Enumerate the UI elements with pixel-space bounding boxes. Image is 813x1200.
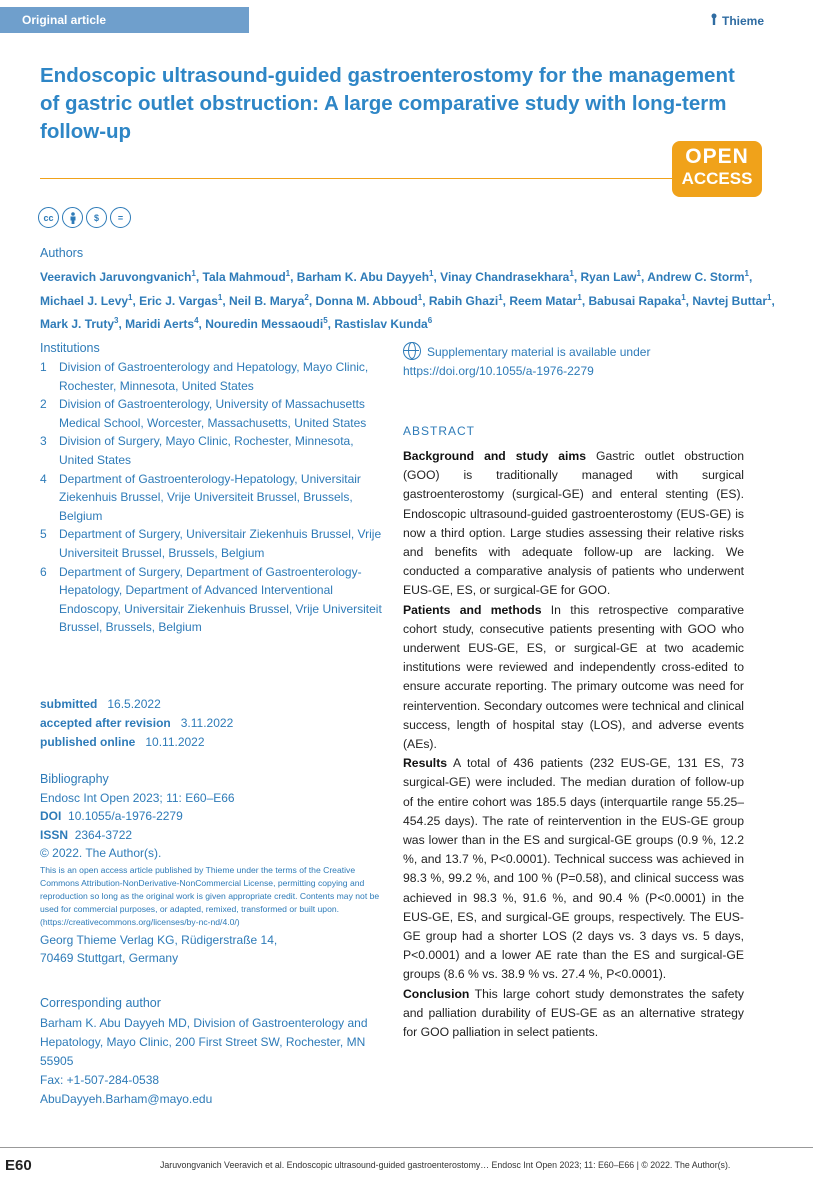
institution-item <box>40 358 385 395</box>
publisher-name: Thieme <box>722 14 765 28</box>
author-affiliation: 1 <box>681 292 686 302</box>
institution-number: 4 <box>40 471 47 486</box>
institution-number: 5 <box>40 527 47 542</box>
corresponding-author <box>40 994 385 1109</box>
institution-item <box>40 563 385 637</box>
abstract-results <box>403 754 744 984</box>
accepted-row <box>40 714 233 733</box>
footer-divider <box>0 1147 813 1148</box>
author-name: Nouredin Messaoudi <box>205 317 324 331</box>
thieme-icon <box>709 13 719 28</box>
institution-number: 2 <box>40 397 47 412</box>
author-affiliation: 1 <box>417 292 423 302</box>
institution-number: 3 <box>40 434 47 449</box>
author-name: Reem Matar <box>509 293 578 308</box>
conclusion-text: This large cohort study demonstrates the safety and palliation durability of EUS-GE as an alternative strategy for GOO palliation in select patients. <box>403 986 744 1040</box>
author-name: Michael J. Levy <box>40 293 129 308</box>
by-icon <box>62 207 83 228</box>
open-access-line1: OPEN <box>685 145 749 168</box>
bibliography-heading: Bibliography <box>40 772 109 786</box>
author-affiliation: 1 <box>577 292 582 302</box>
article-type-banner <box>0 7 249 33</box>
author-name: Neil B. Marya <box>229 293 305 308</box>
methods-label: Patients and methods <box>403 602 542 617</box>
citation: Endosc Int Open 2023; 11: E60–E66 <box>40 790 235 805</box>
article-title: Endoscopic ultrasound-guided gastroenterostomy for the management of gastric outlet obstruction: A large comparative study with long-term follow-up <box>40 64 735 143</box>
accepted-date: 3.11.2022 <box>180 716 234 730</box>
supplementary-note <box>403 342 783 381</box>
supplementary-text: Supplementary material is available under <box>427 345 651 359</box>
abstract-methods <box>403 601 744 755</box>
author-affiliation: 5 <box>323 316 328 325</box>
footer-citation: Jaruvongvanich Veeravich et al. Endoscopic ultrasound-guided gastroenterostomy… Endosc Int Open 2023; 11: E60–E66 | © 2022. The Author(s). <box>160 1160 731 1170</box>
corresponding-address: Barham K. Abu Dayyeh MD, Division of Gastroenterology and Hepatology, Mayo Clinic, 200 First Street SW, Rochester, MN 55905 <box>40 1016 368 1068</box>
results-label: Results <box>403 756 448 771</box>
corresponding-heading: Corresponding author <box>40 996 161 1010</box>
institution-item <box>40 432 385 469</box>
institution-number: 1 <box>40 360 47 374</box>
background-text: Gastric outlet obstruction (GOO) is traditionally managed with surgical gastroenterostomy (surgical-GE) and enteral stenting (ES). Endoscopic ultrasound-guided gastroenterostomy (EUS-GE) is now a third option. Large studies assessing their relative risks and benefits with adequate follow-up are lacking. We conducted a comparative analysis of patients who underwent EUS-GE, ES, or surgical-GE for GOO. <box>403 449 744 598</box>
author-affiliation: 6 <box>427 316 433 325</box>
abstract-body <box>403 447 744 1042</box>
author-name: Mark J. Truty <box>40 317 115 331</box>
institution-item <box>40 395 385 432</box>
abstract-heading: ABSTRACT <box>403 424 476 438</box>
license-text: This is an open access article published by Thieme under the terms of the Creative Commons Attribution-NonDerivative-NonCommercial License, permitting copying and reproduction so long as the original work is given appropriate credit. Contents may not be used for commercial purposes, or adapted, remixed, transformed or built upon. (https://creativecommons.org/licenses/by-nc-nd/4.0/) <box>40 864 380 928</box>
license-icons[interactable] <box>38 207 131 228</box>
results-text: A total of 436 patients (232 EUS-GE, 131 ES, 73 surgical-GE) were included. The median duration of follow-up of the entire cohort was 185.5 days (interquartile range 55.25–454.25 days). The rate of reintervention in the EUS-GE group was lower than in the ES and surgical-GE groups (0.9 %, 12.2 %, and 13.7 %, P<0.0001). Technical success was achieved in 98.3 %, 99.2 %, and 100 % (P=0.58), and clinical success was achieved in 98.3 %, 91.6 %, and 90.4 % (P<0.0001) in the EUS-GE, ES, and surgical-GE groups, respectively. The EUS-GE group had a shorter LOS (2 days vs. 3 days vs. 5 days, P<0.0001) and a lower AE rate than the ES and surgical-GE groups (8.6 % vs. 38.9 % vs. 27.4 %, P<0.0001). <box>403 756 744 982</box>
author-name: Tala Mahmoud <box>202 270 286 284</box>
institution-list <box>40 358 385 637</box>
author-name: Maridi Aerts <box>125 317 195 331</box>
conclusion-label: Conclusion <box>403 986 470 1001</box>
author-name: Babusai Rapaka <box>588 293 682 308</box>
author-name: Navtej Buttar <box>692 293 768 308</box>
author-affiliation: 1 <box>217 292 223 302</box>
institution-text: Department of Gastroenterology-Hepatology, Universitair Ziekenhuis Brussel, Vrije Universiteit Brussel, Brussels, Belgium <box>59 471 361 523</box>
issn-value: 2364-3722 <box>74 827 133 842</box>
submitted-date: 16.5.2022 <box>107 697 161 711</box>
doi-label: DOI <box>40 809 62 823</box>
author-list: Veeravich Jaruvongvanich$^1$, Tala Mahmoud$^1$, Barham K. Abu Dayyeh$^1$, Vinay Chandrasekhara$^1$, Ryan Law$^1$, Andrew C. Storm$^1$, Michael J. Levy$^1$, Eric J. Vargas$^1$, Neil B. Marya$^2$, Donna M. Abboud$^1$, Rabih Ghazi$^1$, Reem Matar$^1$, Babusai Rapaka$^1$, Navtej Buttar$^1$, Mark J. Truty$^3$, Maridi Aerts$^4$, Nouredin Messaoudi$^5$, Rastislav Kunda$^6$ <box>40 269 775 331</box>
institution-number: 6 <box>40 564 47 579</box>
institution-text: Division of Gastroenterology, University of Massachusetts Medical School, Worcester, Massachusetts, United States <box>59 397 367 430</box>
author-name: Andrew C. Storm <box>647 270 745 284</box>
article-type-label: Original article <box>22 13 107 27</box>
nc-icon: $ <box>86 207 107 228</box>
institutions <box>40 341 385 637</box>
issn-row <box>40 826 385 845</box>
globe-icon <box>403 342 421 360</box>
submitted-label: submitted <box>40 697 98 711</box>
institution-text: Division of Gastroenterology and Hepatology, Mayo Clinic, Rochester, Minnesota, United States <box>59 360 369 393</box>
issn-label: ISSN <box>40 827 69 842</box>
author-name: Eric J. Vargas <box>139 293 218 308</box>
author-affiliation: 1 <box>498 292 503 302</box>
bibliography <box>40 770 385 968</box>
author-affiliation: 2 <box>304 292 309 302</box>
institution-item <box>40 525 385 562</box>
page-number: E60 <box>5 1157 32 1174</box>
publisher-logo <box>709 13 764 28</box>
corresponding-email[interactable]: AbuDayyeh.Barham@mayo.edu <box>40 1092 213 1106</box>
institutions-heading: Institutions <box>40 341 100 355</box>
copyright: © 2022. The Author(s). <box>40 846 162 860</box>
author-name: Veeravich Jaruvongvanich <box>40 270 192 284</box>
author-name: Barham K. Abu Dayyeh <box>296 270 430 284</box>
author-affiliation: 1 <box>191 269 196 278</box>
author-name: Donna M. Abboud <box>315 293 418 308</box>
institution-item <box>40 470 385 526</box>
author-affiliation: 1 <box>636 269 641 278</box>
abstract-conclusion <box>403 985 744 1043</box>
author-name: Rabih Ghazi <box>428 293 499 308</box>
institution-text: Department of Surgery, Department of Gastroenterology-Hepatology, Department of Advanced Interventional Endoscopy, Universitair Ziekenhuis Brussel, Vrije Universiteit Brussel, Brussels, Belgium <box>59 564 382 635</box>
author-affiliation: 1 <box>569 269 574 278</box>
publisher-address-line2: 70469 Stuttgart, Germany <box>40 951 179 966</box>
doi-link[interactable]: 10.1055/a-1976-2279 <box>68 809 183 823</box>
author-name: Vinay Chandrasekhara <box>440 270 570 284</box>
abstract-background <box>403 447 744 601</box>
published-label: published online <box>40 735 136 749</box>
author-name: Rastislav Kunda <box>334 317 428 331</box>
published-date: 10.11.2022 <box>145 735 205 749</box>
published-row <box>40 733 233 752</box>
cc-icon: cc <box>38 207 59 228</box>
accepted-label: accepted after revision <box>40 716 171 730</box>
background-label: Background and study aims <box>403 449 586 463</box>
author-affiliation: 1 <box>429 269 434 278</box>
author-affiliation: 1 <box>128 292 133 302</box>
authors-heading: Authors <box>40 246 84 260</box>
submitted-row <box>40 695 233 714</box>
corresponding-fax: Fax: +1-507-284-0538 <box>40 1073 160 1087</box>
author-affiliation: 3 <box>114 316 119 325</box>
publisher-address-line1: Georg Thieme Verlag KG, Rüdigerstraße 14, <box>40 932 278 947</box>
open-access-line2: ACCESS <box>681 169 753 188</box>
author-affiliation: 1 <box>744 269 749 278</box>
methods-text: In this retrospective comparative cohort study, consecutive patients presenting with GOO who underwent EUS-GE, ES, or surgical-GE at two academic institutions were reviewed and independently cross-edited to ensure accurate reporting. The primary outcome was need for reintervention. Secondary outcomes were technical and clinical success, length of hospital stay (LOS), and adverse events (AEs). <box>403 602 744 752</box>
supplementary-link[interactable]: https://doi.org/10.1055/a-1976-2279 <box>403 364 594 378</box>
author-affiliation: 4 <box>194 316 199 325</box>
divider <box>40 178 672 179</box>
open-access-badge <box>672 141 762 197</box>
author-affiliation: 1 <box>285 269 291 278</box>
author-name: Ryan Law <box>580 270 637 284</box>
author-affiliation: 1 <box>767 292 772 302</box>
institution-text: Department of Surgery, Universitair Ziekenhuis Brussel, Vrije Universiteit Brussel, Brussels, Belgium <box>59 527 382 560</box>
institution-text: Division of Surgery, Mayo Clinic, Rochester, Minnesota, United States <box>59 434 354 467</box>
dates <box>40 695 233 752</box>
doi-row <box>40 807 385 826</box>
nd-icon: = <box>110 207 131 228</box>
